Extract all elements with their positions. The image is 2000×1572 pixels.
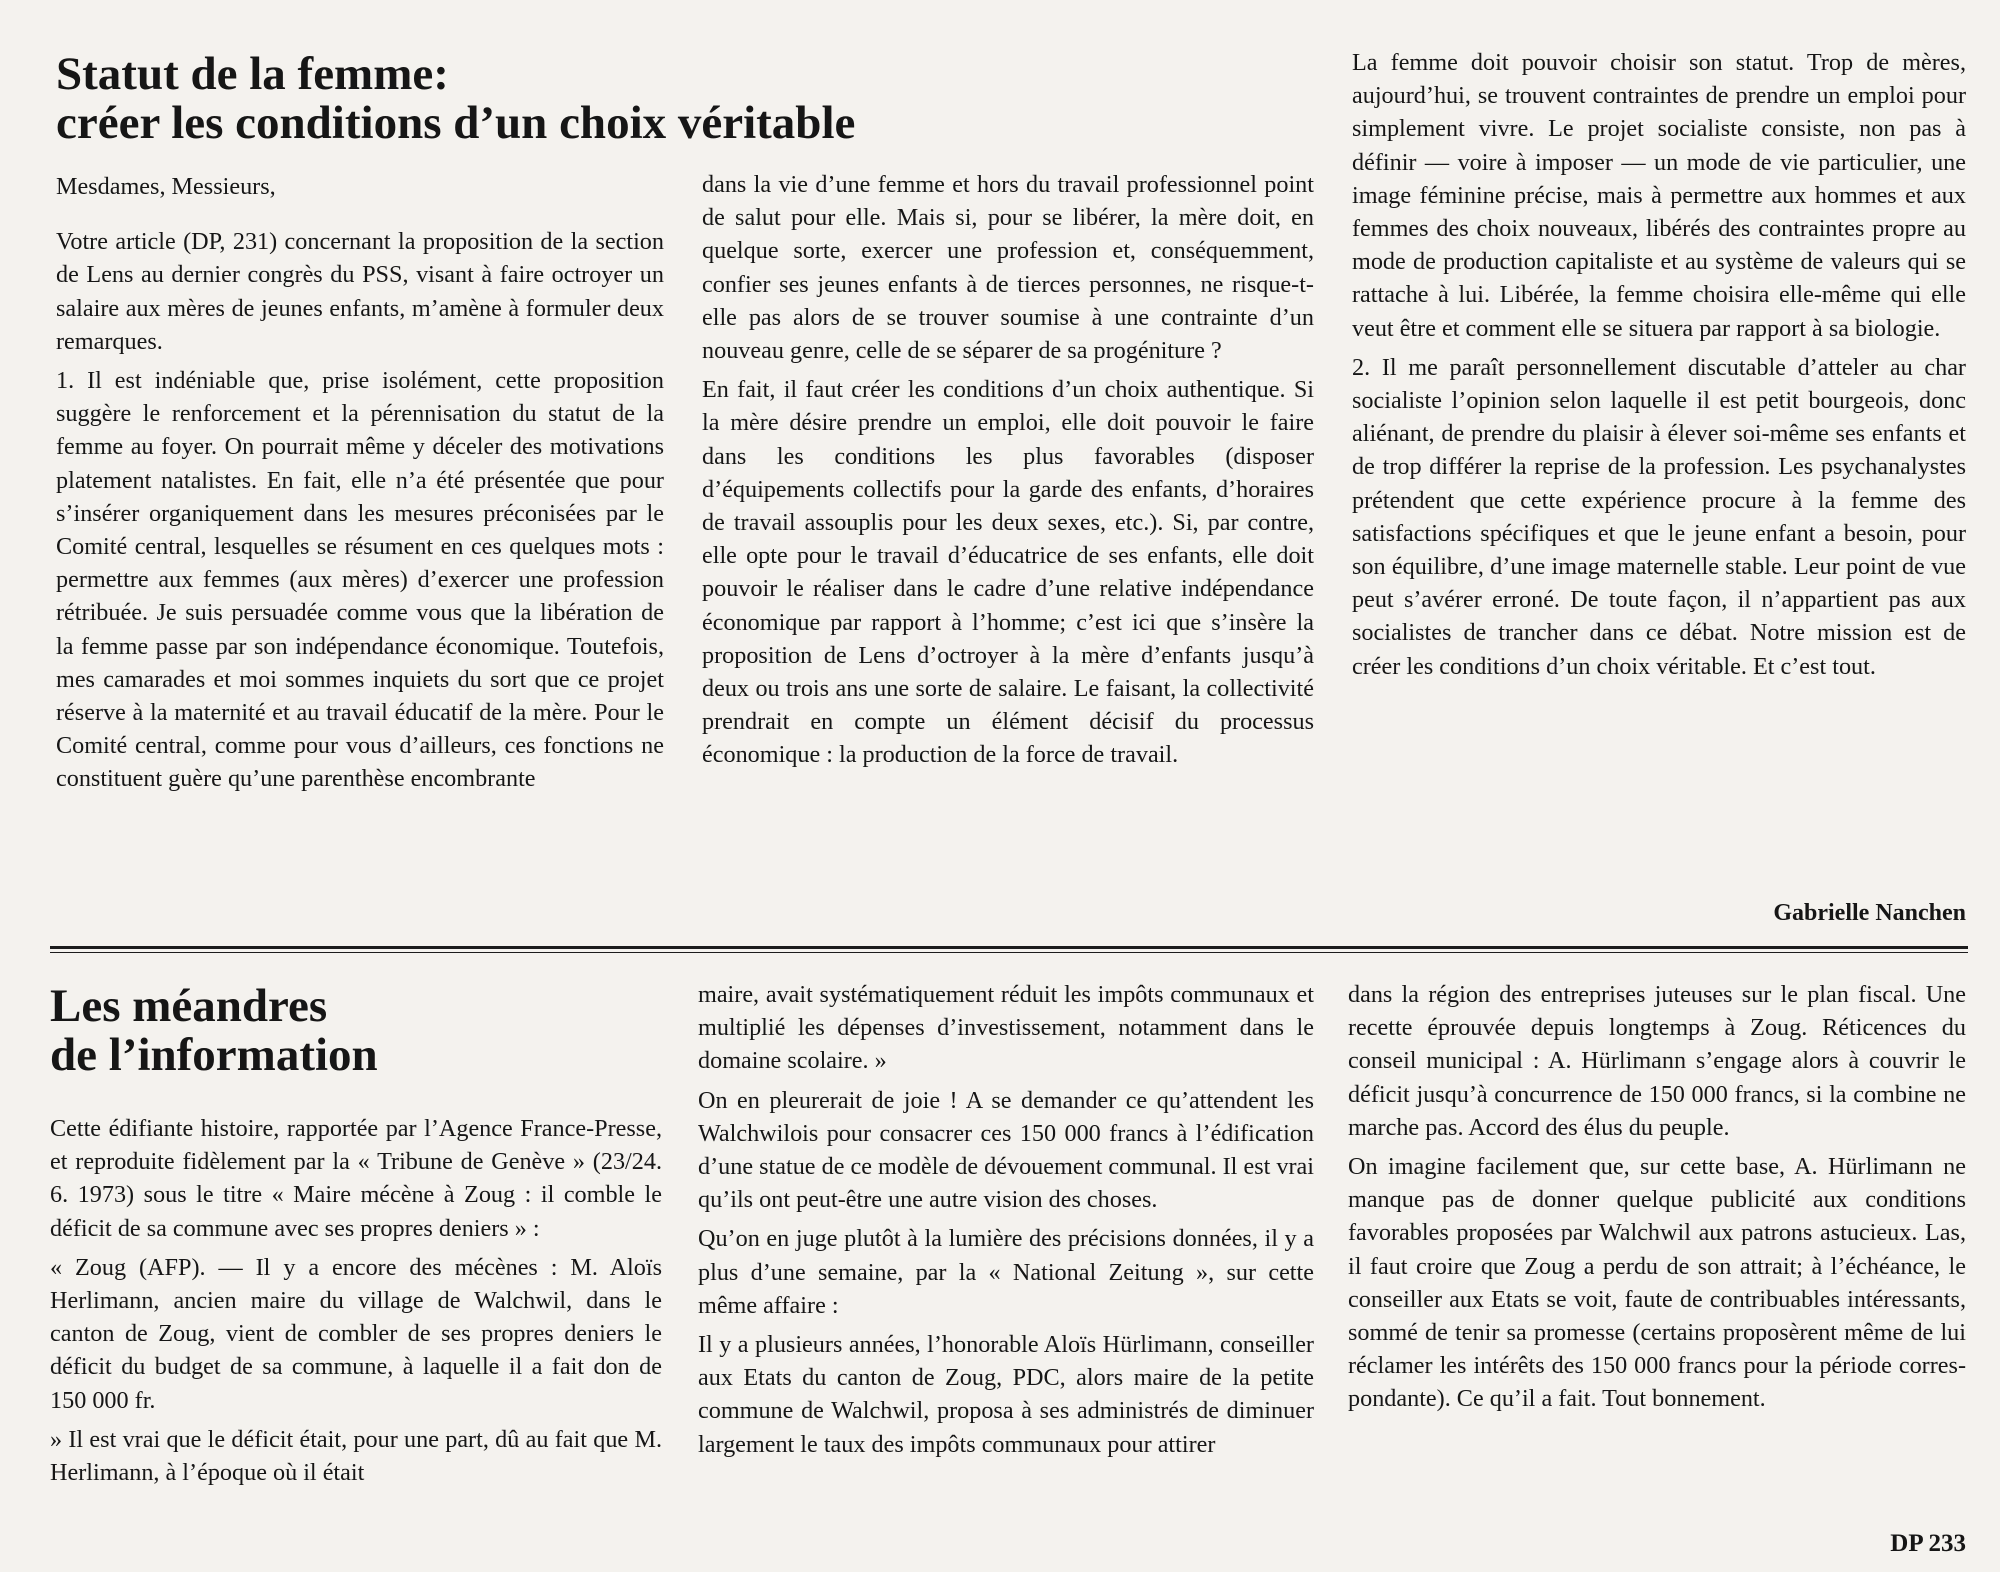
paragraph: maire, avait systématiquement réduit les impôts communaux et multiplié les dépenses d’investissement, notamment dans le domaine scolaire. » bbox=[698, 981, 1314, 1075]
paragraph: Qu’on en juge plutôt à la lumière des précisions données, il y a plus d’une semaine, par la « National Zeitung », sur cette même affaire : bbox=[698, 1225, 1314, 1319]
article1-headline-line1: Statut de la femme: bbox=[56, 48, 449, 100]
article2-headline-line2: de l’information bbox=[50, 1029, 378, 1082]
paragraph: « Zoug (AFP). — Il y a encore des mécènes : M. Aloïs Herlimann, ancien maire du village de Walchwil, dans le canton de Zoug, vient de combler de ses propres deniers le déficit du budget de sa commune, à laquelle il a fait don de 150 000 fr. bbox=[50, 1253, 662, 1414]
article1-column-3 bbox=[1352, 46, 1966, 683]
article2-headline-line1: Les méandres bbox=[50, 980, 328, 1032]
article1-headline-line2: créer les conditions d’un choix véritable bbox=[56, 97, 856, 150]
article2-column-1 bbox=[50, 1112, 662, 1489]
page-folio: DP 233 bbox=[1890, 1530, 1966, 1557]
article1-headline bbox=[56, 50, 1326, 149]
paragraph: 1. Il est indéniable que, prise isolément, cette proposition suggère le renforcement et la pérennisation du statut de la femme au foyer. On pourrait même y déceler des motivations platement natalistes. En fait, elle n’a été présentée que pour s’insérer organiquement dans les mesures préconisées par le Comité central, lesquelles se résument en ces quelques mots : permettre aux femmes (aux mères) d’exercer une profession rétribuée. Je suis persuadée comme vous que la libération de la femme passe par son indépendance économique. Toutefois, mes camarades et moi sommes inquiets du sort que ce projet réserve à la maternité et au travail éducatif de la mère. Pour le Comité central, comme pour vous d’ailleurs, ces fonctions ne constituent guère qu’une parenthèse encombrante bbox=[56, 367, 664, 793]
article1-column-1 bbox=[56, 170, 664, 796]
paragraph: On en pleurerait de joie ! A se demander ce qu’attendent les Walchwilois pour consacrer ces 150 000 francs à l’édification d’une statue de ce modèle de dévouement communal. Il est vrai qu’ils ont peut-être une autre vision des choses. bbox=[698, 1086, 1314, 1214]
paragraph: » Il est vrai que le déficit était, pour une part, dû au fait que M. Herlimann, à l’époque où il était bbox=[50, 1425, 662, 1487]
paragraph: Cette édifiante histoire, rapportée par l’Agence France-Presse, et reproduite fidèlement par la « Tribune de Genève » (23/24. 6. 1973) sous le titre « Maire mécène à Zoug : il comble le déficit de sa commune avec ses propres deniers » : bbox=[50, 1115, 662, 1242]
author-signature: Gabrielle Nanchen bbox=[1773, 900, 1966, 926]
paragraph: Votre article (DP, 231) concernant la proposition de la section de Lens au dernier congrès du PSS, visant à faire octroyer un salaire aux mères de jeunes enfants, m’amène à formuler deux remarques. bbox=[56, 228, 664, 355]
section-divider bbox=[50, 946, 1968, 953]
paragraph: dans la région des entreprises juteuses sur le plan fiscal. Une recette éprouvée depuis longtemps à Zoug. Réticences du conseil municipal : A. Hürlimann s’engage alors à couvrir le déficit jusqu’à concurrence de 150 000 francs, si la combine ne marche pas. Accord des élus du peuple. bbox=[1348, 981, 1966, 1141]
paragraph: dans la vie d’une femme et hors du travail professionnel point de salut pour elle. Mais si, pour se libérer, la mère doit, en quelque sorte, exercer une profession et, conséquemment, confier ses jeunes enfants à de tierces personnes, ne risque-t-elle pas alors de se trouver soumise à une contrainte d’un nouveau genre, celle de se séparer de sa progéniture ? bbox=[702, 171, 1314, 365]
article2-column-3 bbox=[1348, 978, 1966, 1416]
paragraph: La femme doit pouvoir choisir son statut. Trop de mères, aujourd’hui, se trouvent contraintes de prendre un emploi pour simplement vivre. Le projet socialiste consiste, non pas à définir — voire à imposer — un mode de vie particulier, une image féminine précise, mais à permettre aux hommes et aux femmes des choix nouveaux, libérés des contraintes propre au mode de production capitaliste et au système de valeurs qui se rattache à lui. Libérée, la femme choisira elle-même qui elle veut être et comment elle se situera par rapport à sa biologie. bbox=[1352, 49, 1966, 342]
paragraph: 2. Il me paraît personnellement discutable d’atteler au char socialiste l’opinion selon laquelle il est petit bourgeois, donc aliénant, de prendre du plaisir à élever soi-même ses enfants et de trop différer la reprise de la profession. Les psychanalystes prétendent que cette expérience procure à la femme des satisfactions spécifiques et que le jeune enfant a besoin, pour son équilibre, d’une image maternelle stable. Leur point de vue peut s’avérer erroné. De toute façon, il n’appartient pas aux socialistes de trancher dans ce débat. Notre mission est de créer les conditions d’un choix véritable. Et c’est tout. bbox=[1352, 353, 1966, 680]
paragraph: On imagine facilement que, sur cette base, A. Hürlimann ne manque pas de donner quelque publicité aux conditions favorables proposées par Walchwil aux patrons astucieux. Las, il faut croire que Zoug a perdu de son attrait; à l’échéance, le conseiller aux Etats se voit, faute de contribuables intéressants, sommé de tenir sa promesse (certains proposèrent même de lui réclamer les intérêts des 150 000 francs pour la période correspondante). Ce qu’il a fait. Tout bonnement. bbox=[1348, 1153, 1966, 1413]
article2-column-2 bbox=[698, 978, 1314, 1461]
article2-headline bbox=[50, 982, 690, 1081]
paragraph: Il y a plusieurs années, l’honorable Aloïs Hürlimann, conseiller aux Etats du canton de Zoug, PDC, alors maire de la petite commune de Walchwil, proposa à ses administrés de diminuer largement le taux des impôts communaux pour attirer bbox=[698, 1331, 1314, 1458]
article1-column-2 bbox=[702, 168, 1314, 772]
paragraph: En fait, il faut créer les conditions d’un choix authentique. Si la mère désire prendre un emploi, elle doit pouvoir le faire dans les conditions les plus favorables (disposer d’équipements collectifs pour la garde des enfants, d’horaires de travail assouplis pour les deux sexes, etc.). Si, par contre, elle opte pour le travail d’éducatrice de ses enfants, elle doit pouvoir le réaliser dans le cadre d’une relative indépendance économique par rapport à l’homme; c’est ici que s’insère la proposition de Lens d’octroyer à la mère d’enfants jusqu’à deux ou trois ans une sorte de salaire. Le faisant, la collectivité prendrait en compte un élément décisif du processus économique : la production de la force de travail. bbox=[702, 376, 1314, 769]
salutation: Mesdames, Messieurs, bbox=[56, 173, 276, 200]
